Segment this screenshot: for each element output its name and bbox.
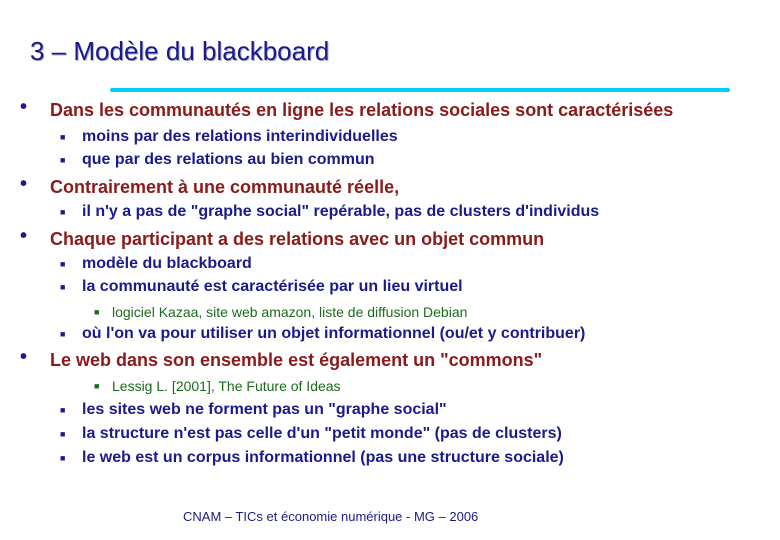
sub-bullet-text: où l'on va pour utiliser un objet informationnel (ou/et y contribuer) (82, 325, 586, 342)
bullet-2-text: Contrairement à une communauté réelle, (50, 177, 400, 197)
sub-bullet-text: il n'y a pas de "graphe social" repérable, pas de clusters d'individus (82, 203, 600, 220)
sub-bullet (60, 128, 398, 146)
sub-bullet-text: le web est un corpus informationnel (pas une structure sociale) (82, 449, 564, 466)
sub-bullet (60, 449, 564, 467)
square-bullet-icon: ■ (94, 381, 100, 391)
sub-sub-bullet (94, 304, 468, 320)
sub-sub-bullet-text: logiciel Kazaa, site web amazon, liste de diffusion Debian (112, 304, 468, 320)
bullet-1 (20, 96, 674, 121)
title-underline (110, 88, 730, 92)
sub-sub-bullet-text: Lessig L. [2001], The Future of Ideas (112, 378, 341, 394)
square-bullet-icon: ■ (60, 207, 66, 217)
bullet-2 (20, 173, 400, 198)
bullet-4 (20, 346, 543, 371)
bullet-dot-icon: • (20, 96, 28, 118)
sub-bullet-text: les sites web ne forment pas un "graphe social" (82, 401, 447, 418)
sub-bullet (60, 425, 562, 443)
sub-bullet (60, 278, 463, 296)
sub-bullet (60, 255, 252, 273)
bullet-1-text: Dans les communautés en ligne les relations sociales sont caractérisées (50, 100, 674, 120)
square-bullet-icon: ■ (60, 329, 66, 339)
sub-sub-bullet (94, 378, 341, 394)
sub-bullet (60, 203, 600, 221)
bullet-dot-icon: • (20, 225, 28, 247)
square-bullet-icon: ■ (60, 429, 66, 439)
slide-footer: CNAM – TICs et économie numérique - MG – 2006 (183, 509, 479, 524)
sub-bullet-text: que par des relations au bien commun (82, 151, 375, 168)
square-bullet-icon: ■ (60, 405, 66, 415)
square-bullet-icon: ■ (60, 132, 66, 142)
bullet-3-text: Chaque participant a des relations avec un objet commun (50, 229, 545, 249)
bullet-dot-icon: • (20, 173, 28, 195)
sub-bullet-text: moins par des relations interindividuelles (82, 128, 398, 145)
square-bullet-icon: ■ (60, 259, 66, 269)
sub-bullet-text: la communauté est caractérisée par un lieu virtuel (82, 278, 463, 295)
sub-bullet (60, 401, 447, 419)
sub-bullet-text: modèle du blackboard (82, 255, 252, 272)
bullet-4-text: Le web dans son ensemble est également un "commons" (50, 350, 543, 370)
slide-title: 3 – Modèle du blackboard (30, 36, 330, 66)
square-bullet-icon: ■ (60, 282, 66, 292)
sub-bullet (60, 325, 586, 343)
square-bullet-icon: ■ (94, 307, 100, 317)
square-bullet-icon: ■ (60, 453, 66, 463)
sub-bullet-text: la structure n'est pas celle d'un "petit monde" (pas de clusters) (82, 425, 562, 442)
sub-bullet (60, 151, 375, 169)
bullet-dot-icon: • (20, 346, 28, 368)
bullet-3 (20, 225, 545, 250)
square-bullet-icon: ■ (60, 155, 66, 165)
